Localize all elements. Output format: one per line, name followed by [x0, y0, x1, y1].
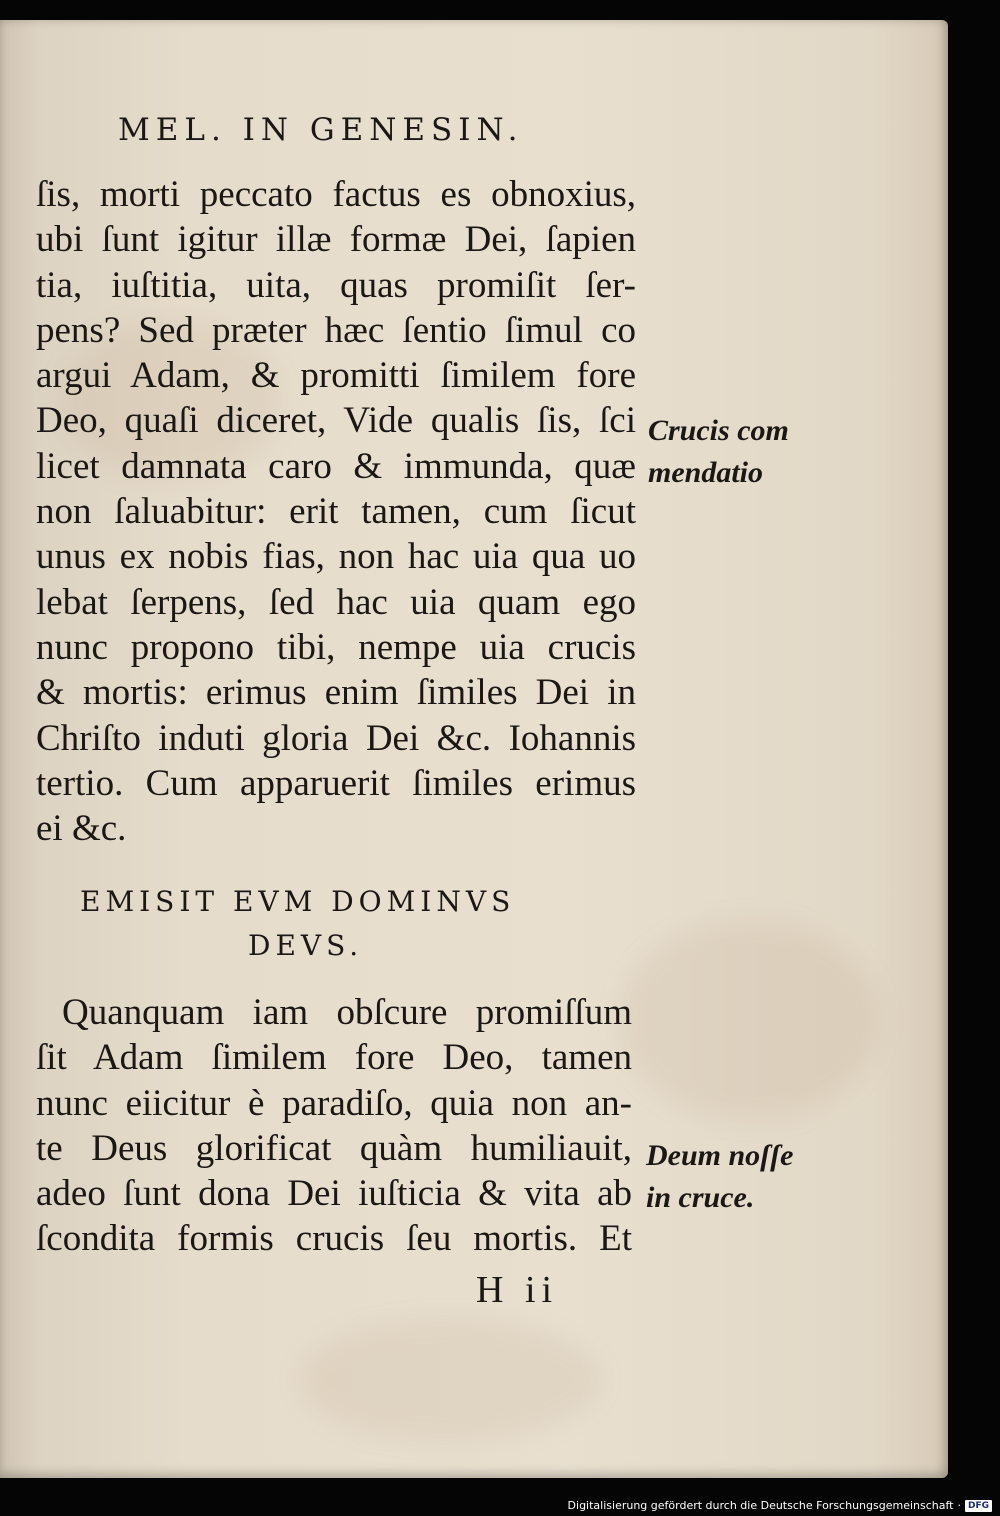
running-head: MEL. IN GENESIN.	[118, 112, 524, 148]
text-line: licet damnata caro & immunda, quæ	[36, 445, 636, 487]
text-line: adeo ſunt dona Dei iuſticia & vita ab	[36, 1173, 632, 1215]
marginal-note-line: in cruce.	[646, 1181, 755, 1214]
marginal-note	[648, 410, 789, 494]
marginal-note-line: Deum noſſe	[646, 1139, 794, 1172]
text-line: unus ex nobis fias, non hac uia qua uo	[36, 536, 636, 578]
separator: ·	[957, 1499, 961, 1512]
text-line: ſis, morti peccato factus es obnoxius,	[36, 174, 636, 215]
text-line: lebat ſerpens, ſed hac uia quam ego	[36, 581, 636, 623]
section-heading-line1: EMISIT EVM DOMINVS	[80, 885, 516, 918]
marginal-note-line: mendatio	[648, 456, 764, 489]
main-text-block	[36, 172, 636, 851]
paper-stain	[300, 1320, 600, 1440]
second-text-block	[36, 990, 632, 1262]
marginal-note-line: Crucis com	[648, 414, 789, 447]
marginal-note	[646, 1135, 793, 1219]
paper-stain	[620, 920, 880, 1120]
section-heading	[80, 880, 540, 968]
text-line: Quanquam iam obſcure promiſſum	[62, 992, 632, 1033]
text-line: te Deus glorificat quàm humiliauit,	[36, 1127, 632, 1169]
text-line: & mortis: erimus enim ſimiles Dei in	[36, 672, 636, 714]
section-heading-line2: DEVS.	[248, 929, 364, 962]
text-line: tertio. Cum apparuerit ſimiles erimus	[36, 762, 636, 804]
text-line: ſcondita formis crucis ſeu mortis. Et	[36, 1218, 632, 1260]
text-line: tia, iuſtitia, uita, quas promiſit ſer-	[36, 264, 636, 306]
text-line: ſit Adam ſimilem fore Deo, tamen	[36, 1037, 632, 1079]
text-line: nunc eiicitur è paradiſo, quia non an-	[36, 1082, 632, 1124]
text-line: nunc propono tibi, nempe uia crucis	[36, 626, 636, 668]
text-line: non ſaluabitur: erit tamen, cum ſicut	[36, 491, 636, 533]
text-line: ubi ſunt igitur illæ formæ Dei, ſapien	[36, 219, 636, 261]
text-line: argui Adam, & promitti ſimilem fore	[36, 355, 636, 397]
digitization-credit	[568, 1499, 992, 1512]
signature-mark: H ii	[476, 1269, 559, 1311]
credit-text: Digitalisierung gefördert durch die Deutsche Forschungsgemeinschaft	[567, 1499, 954, 1512]
text-line: pens? Sed præter hæc ſentio ſimul co	[36, 309, 636, 351]
text-line: Deo, quaſi diceret, Vide qualis ſis, ſci	[36, 400, 636, 442]
text-line: ei &c.	[36, 808, 127, 850]
text-line: Chriſto induti gloria Dei &c. Iohannis	[36, 717, 636, 759]
dfg-logo-icon[interactable]: DFG	[965, 1500, 992, 1512]
